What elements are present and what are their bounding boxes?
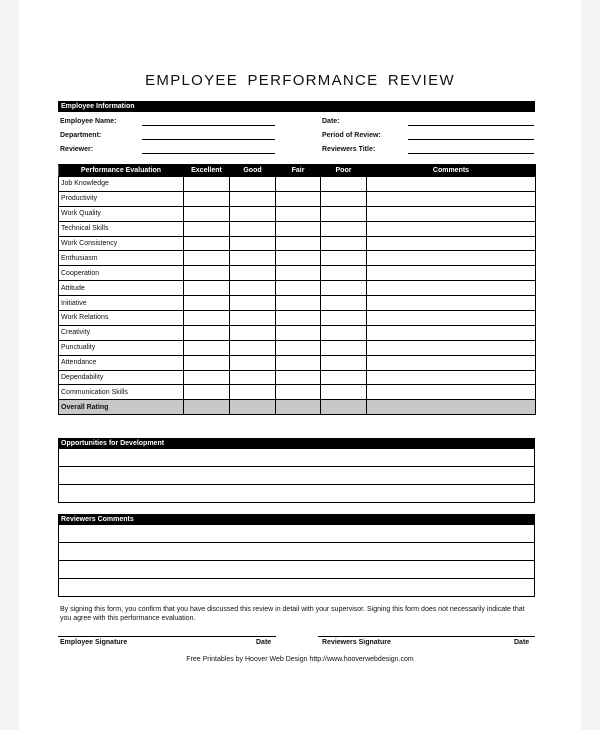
rating-excellent-cell[interactable] bbox=[184, 325, 230, 340]
rating-good-cell[interactable] bbox=[230, 191, 276, 206]
rating-fair-cell[interactable] bbox=[276, 385, 321, 400]
rating-excellent-cell[interactable] bbox=[184, 221, 230, 236]
rating-excellent-cell[interactable] bbox=[184, 296, 230, 311]
rating-poor-cell[interactable] bbox=[321, 281, 367, 296]
comments-cell[interactable] bbox=[367, 370, 536, 385]
criterion-label: Attendance bbox=[59, 355, 184, 370]
rating-fair-cell[interactable] bbox=[276, 296, 321, 311]
rating-fair-cell[interactable] bbox=[276, 340, 321, 355]
comments-cell[interactable] bbox=[367, 266, 536, 281]
rating-excellent-cell[interactable] bbox=[184, 281, 230, 296]
comments-line[interactable] bbox=[59, 561, 534, 579]
evaluation-row bbox=[59, 370, 536, 385]
opportunities-line[interactable] bbox=[59, 467, 534, 485]
overall-good-cell[interactable] bbox=[230, 400, 276, 415]
rating-good-cell[interactable] bbox=[230, 355, 276, 370]
rating-excellent-cell[interactable] bbox=[184, 340, 230, 355]
criterion-label: Cooperation bbox=[59, 266, 184, 281]
criterion-label: Punctuality bbox=[59, 340, 184, 355]
overall-poor-cell[interactable] bbox=[321, 400, 367, 415]
comments-cell[interactable] bbox=[367, 296, 536, 311]
evaluation-header-row bbox=[59, 165, 536, 177]
rating-excellent-cell[interactable] bbox=[184, 251, 230, 266]
rating-excellent-cell[interactable] bbox=[184, 385, 230, 400]
evaluation-row bbox=[59, 177, 536, 192]
rating-excellent-cell[interactable] bbox=[184, 311, 230, 326]
rating-excellent-cell[interactable] bbox=[184, 266, 230, 281]
overall-excellent-cell[interactable] bbox=[184, 400, 230, 415]
rating-excellent-cell[interactable] bbox=[184, 370, 230, 385]
rating-fair-cell[interactable] bbox=[276, 370, 321, 385]
overall-comments-cell[interactable] bbox=[367, 400, 536, 415]
rating-poor-cell[interactable] bbox=[321, 266, 367, 281]
rating-fair-cell[interactable] bbox=[276, 191, 321, 206]
department-field[interactable] bbox=[142, 139, 275, 140]
rating-poor-cell[interactable] bbox=[321, 251, 367, 266]
column-header: Excellent bbox=[184, 165, 230, 177]
criterion-label: Initiative bbox=[59, 296, 184, 311]
signature-disclaimer: By signing this form, you confirm that you have discussed this review in detail with your supervisor. Signing this form does not necessarily indicate that you agree with this performance evaluation. bbox=[60, 606, 525, 622]
comments-cell[interactable] bbox=[367, 355, 536, 370]
period-of-review-label: Period of Review: bbox=[322, 132, 381, 139]
rating-fair-cell[interactable] bbox=[276, 206, 321, 221]
reviewer-label: Reviewer: bbox=[60, 146, 94, 153]
rating-poor-cell[interactable] bbox=[321, 311, 367, 326]
rating-poor-cell[interactable] bbox=[321, 296, 367, 311]
rating-excellent-cell[interactable] bbox=[184, 355, 230, 370]
date-field[interactable] bbox=[408, 125, 534, 126]
rating-fair-cell[interactable] bbox=[276, 325, 321, 340]
rating-poor-cell[interactable] bbox=[321, 340, 367, 355]
reviewers-comments-header: Reviewers Comments bbox=[58, 514, 535, 525]
reviewer-signature-label: Reviewers Signature bbox=[322, 639, 391, 646]
footer-credit: Free Printables by Hoover Web Design http://www.hooverwebdesign.com bbox=[186, 656, 414, 663]
criterion-label: Productivity bbox=[59, 191, 184, 206]
overall-rating-label: Overall Rating bbox=[59, 400, 184, 415]
evaluation-row bbox=[59, 296, 536, 311]
employee-signature-line[interactable] bbox=[58, 636, 276, 637]
opportunities-header: Opportunities for Development bbox=[58, 438, 535, 449]
criterion-label: Dependability bbox=[59, 370, 184, 385]
comments-line[interactable] bbox=[59, 579, 534, 597]
evaluation-row bbox=[59, 251, 536, 266]
rating-fair-cell[interactable] bbox=[276, 251, 321, 266]
rating-fair-cell[interactable] bbox=[276, 311, 321, 326]
rating-fair-cell[interactable] bbox=[276, 236, 321, 251]
rating-poor-cell[interactable] bbox=[321, 206, 367, 221]
employee-name-label: Employee Name: bbox=[60, 118, 117, 125]
comments-cell[interactable] bbox=[367, 325, 536, 340]
comments-cell[interactable] bbox=[367, 206, 536, 221]
rating-excellent-cell[interactable] bbox=[184, 177, 230, 192]
criterion-label: Work Quality bbox=[59, 206, 184, 221]
evaluation-row bbox=[59, 236, 536, 251]
rating-good-cell[interactable] bbox=[230, 177, 276, 192]
rating-fair-cell[interactable] bbox=[276, 177, 321, 192]
evaluation-row bbox=[59, 191, 536, 206]
rating-fair-cell[interactable] bbox=[276, 266, 321, 281]
rating-good-cell[interactable] bbox=[230, 281, 276, 296]
reviewers-comments-box[interactable] bbox=[58, 525, 535, 597]
rating-poor-cell[interactable] bbox=[321, 177, 367, 192]
rating-fair-cell[interactable] bbox=[276, 221, 321, 236]
rating-good-cell[interactable] bbox=[230, 251, 276, 266]
rating-poor-cell[interactable] bbox=[321, 355, 367, 370]
rating-good-cell[interactable] bbox=[230, 370, 276, 385]
rating-excellent-cell[interactable] bbox=[184, 191, 230, 206]
reviewers-title-field[interactable] bbox=[408, 153, 534, 154]
evaluation-row bbox=[59, 355, 536, 370]
department-label: Department: bbox=[60, 132, 102, 139]
rating-good-cell[interactable] bbox=[230, 221, 276, 236]
date-label: Date: bbox=[322, 118, 340, 125]
rating-poor-cell[interactable] bbox=[321, 385, 367, 400]
employee-signature-label: Employee Signature bbox=[60, 639, 128, 646]
comments-line[interactable] bbox=[59, 525, 534, 543]
evaluation-row bbox=[59, 311, 536, 326]
reviewer-signature-line[interactable] bbox=[318, 636, 535, 637]
criterion-label: Enthusiasm bbox=[59, 251, 184, 266]
rating-poor-cell[interactable] bbox=[321, 191, 367, 206]
opportunities-line[interactable] bbox=[59, 449, 534, 467]
evaluation-row bbox=[59, 325, 536, 340]
rating-good-cell[interactable] bbox=[230, 340, 276, 355]
column-header: Fair bbox=[276, 165, 321, 177]
evaluation-row bbox=[59, 206, 536, 221]
rating-poor-cell[interactable] bbox=[321, 221, 367, 236]
evaluation-row bbox=[59, 340, 536, 355]
reviewers-title-label: Reviewers Title: bbox=[322, 146, 376, 153]
column-header: Performance Evaluation bbox=[59, 165, 184, 177]
comments-cell[interactable] bbox=[367, 191, 536, 206]
evaluation-row bbox=[59, 221, 536, 236]
criterion-label: Work Consistency bbox=[59, 236, 184, 251]
rating-excellent-cell[interactable] bbox=[184, 236, 230, 251]
period-of-review-field[interactable] bbox=[408, 139, 534, 140]
comments-cell[interactable] bbox=[367, 177, 536, 192]
criterion-label: Work Relations bbox=[59, 311, 184, 326]
criterion-label: Job Knowledge bbox=[59, 177, 184, 192]
criterion-label: Creativity bbox=[59, 325, 184, 340]
criterion-label: Communication Skills bbox=[59, 385, 184, 400]
comments-cell[interactable] bbox=[367, 311, 536, 326]
employee-date-label: Date bbox=[256, 639, 272, 646]
overall-fair-cell[interactable] bbox=[276, 400, 321, 415]
rating-good-cell[interactable] bbox=[230, 385, 276, 400]
rating-fair-cell[interactable] bbox=[276, 281, 321, 296]
comments-cell[interactable] bbox=[367, 281, 536, 296]
rating-good-cell[interactable] bbox=[230, 236, 276, 251]
evaluation-row bbox=[59, 266, 536, 281]
rating-fair-cell[interactable] bbox=[276, 355, 321, 370]
column-header: Good bbox=[230, 165, 276, 177]
rating-excellent-cell[interactable] bbox=[184, 206, 230, 221]
comments-cell[interactable] bbox=[367, 385, 536, 400]
rating-good-cell[interactable] bbox=[230, 266, 276, 281]
employee-info-header: Employee Information bbox=[58, 101, 535, 112]
rating-good-cell[interactable] bbox=[230, 325, 276, 340]
criterion-label: Attitude bbox=[59, 281, 184, 296]
employee-name-field[interactable] bbox=[142, 125, 275, 126]
evaluation-row bbox=[59, 385, 536, 400]
evaluation-row bbox=[59, 281, 536, 296]
rating-poor-cell[interactable] bbox=[321, 325, 367, 340]
rating-good-cell[interactable] bbox=[230, 206, 276, 221]
reviewer-date-label: Date bbox=[514, 639, 530, 646]
comments-cell[interactable] bbox=[367, 221, 536, 236]
column-header: Comments bbox=[367, 165, 536, 177]
page-title: EMPLOYEE PERFORMANCE REVIEW bbox=[145, 72, 455, 89]
overall-rating-row bbox=[59, 400, 536, 415]
comments-cell[interactable] bbox=[367, 340, 536, 355]
comments-cell[interactable] bbox=[367, 251, 536, 266]
rating-good-cell[interactable] bbox=[230, 311, 276, 326]
rating-poor-cell[interactable] bbox=[321, 370, 367, 385]
rating-good-cell[interactable] bbox=[230, 296, 276, 311]
evaluation-table bbox=[58, 164, 536, 415]
reviewer-field[interactable] bbox=[142, 153, 275, 154]
criterion-label: Technical Skills bbox=[59, 221, 184, 236]
opportunities-line[interactable] bbox=[59, 485, 534, 503]
column-header: Poor bbox=[321, 165, 367, 177]
rating-poor-cell[interactable] bbox=[321, 236, 367, 251]
comments-cell[interactable] bbox=[367, 236, 536, 251]
comments-line[interactable] bbox=[59, 543, 534, 561]
opportunities-box[interactable] bbox=[58, 449, 535, 503]
